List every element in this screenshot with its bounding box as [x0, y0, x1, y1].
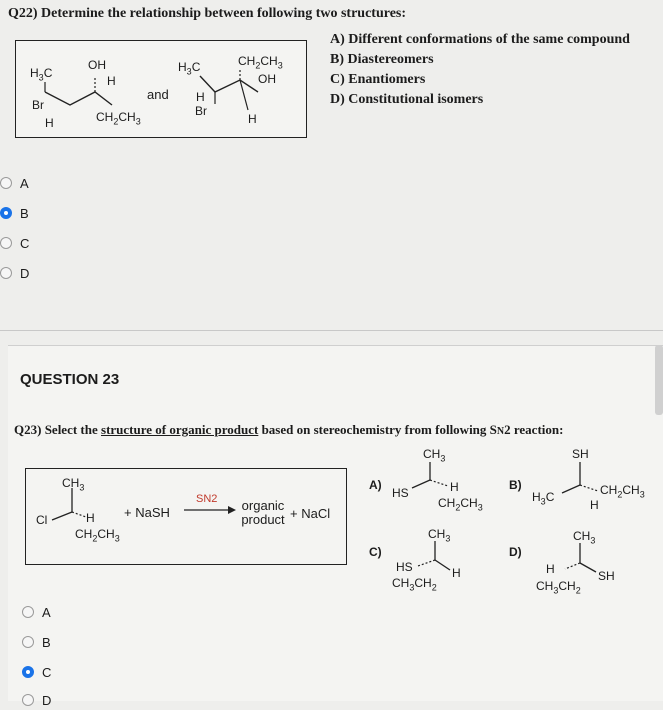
- q22-option-a-label: A: [20, 175, 29, 191]
- q23-choice-d-right: SH: [598, 569, 615, 583]
- q23-choice-b-right: $CH_2CH_3$: [600, 483, 645, 500]
- q23-choice-a-top: $CH_3$: [423, 447, 446, 464]
- q23-option-c[interactable]: [0, 662, 51, 682]
- q23-option-c-label: C: [42, 664, 52, 680]
- q22-title: Q22) Determine the relationship between following two structures:: [8, 6, 407, 21]
- q23-option-a[interactable]: [0, 602, 51, 622]
- q22-answer-a: A) Different conformations of the same compound: [330, 32, 630, 47]
- q22-m1-ch2ch3: $CH_2CH_3$: [96, 110, 141, 127]
- q23-choice-b-left: $H_3C$: [532, 490, 555, 507]
- q23-arrow-label: SN2: [196, 493, 218, 505]
- q23-choice-a-bottom: $CH_2CH_3$: [438, 496, 483, 513]
- q23-choice-b-bottom: H: [590, 498, 599, 512]
- q23-choice-d-bottom: $CH_3CH_2$: [536, 579, 581, 596]
- q23-choice-c-label: C): [369, 545, 382, 559]
- q23-choice-a-label: A): [369, 478, 382, 492]
- q23-radio-a[interactable]: [22, 606, 34, 618]
- q22-option-d-label: D: [20, 265, 30, 281]
- q22-m2-ch2ch3: $CH_2CH_3$: [238, 54, 283, 71]
- q22-m2-h-bottom: H: [248, 112, 257, 126]
- q23-option-d-label: D: [42, 692, 52, 708]
- q23-text-n: N: [496, 426, 505, 437]
- q23-text-underlined: structure of organic product: [101, 422, 259, 437]
- q23-plus-nash: + NaSH: [124, 505, 170, 520]
- q23-reactant-h: H: [86, 511, 95, 525]
- q22-m1-oh: OH: [88, 58, 106, 72]
- q23-organic-product: organic product: [241, 498, 285, 527]
- q23-choice-d-label: D): [509, 545, 522, 559]
- q22-answer-b: B) Diastereomers: [330, 52, 434, 67]
- q23-choice-b-top: SH: [572, 447, 589, 461]
- q23-reactant-ch3: $CH_3$: [62, 476, 85, 493]
- q23-choice-b-label: B): [509, 478, 522, 492]
- q23-plus-nacl: + NaCl: [290, 506, 331, 521]
- q22-m2-h3c: $H_3C$: [178, 60, 201, 77]
- q23-choice-a-left: HS: [392, 486, 409, 500]
- q23-radio-c-selected[interactable]: [22, 666, 34, 678]
- q23-reactant-cl: Cl: [36, 513, 48, 527]
- q23-radio-b[interactable]: [22, 636, 34, 648]
- q23-choice-c-right: H: [452, 566, 461, 580]
- q23-choice-c-top: $CH_3$: [428, 527, 451, 544]
- q23-choice-a-right: H: [450, 480, 459, 494]
- q22-m2-oh: OH: [258, 72, 276, 86]
- q23-choice-c-left: HS: [396, 560, 413, 574]
- q23-choice-d-left: H: [546, 562, 555, 576]
- q22-m2-br: Br: [195, 104, 207, 118]
- q22-option-c-label: C: [20, 235, 30, 251]
- q23-option-a-label: A: [42, 604, 51, 620]
- q23-heading: QUESTION 23: [20, 371, 120, 388]
- q23-reactant-ch2ch3: $CH_2CH_3$: [75, 527, 120, 544]
- q23-choice-d-top: $CH_3$: [573, 529, 596, 546]
- q22-m1-h-right: H: [107, 74, 116, 88]
- q22-m1-h3c: $H_3C$: [30, 66, 53, 83]
- q22-m2-h-left: H: [196, 90, 205, 104]
- q23-option-b[interactable]: [0, 632, 51, 652]
- q23-option-d[interactable]: [0, 690, 51, 710]
- q22-m1-br: Br: [32, 98, 44, 112]
- q22-answer-d: D) Constitutional isomers: [330, 92, 484, 107]
- q22-and-label: and: [147, 87, 169, 102]
- q23-text-end: 2 reaction:: [504, 422, 564, 437]
- q23-option-b-label: B: [42, 634, 51, 650]
- q22-m1-h-bottom: H: [45, 116, 54, 130]
- q23-choice-c-bottom: $CH_3CH_2$: [392, 576, 437, 593]
- q22-answer-c: C) Enantiomers: [330, 72, 426, 87]
- q23-radio-d[interactable]: [22, 694, 34, 706]
- q23-text-suffix: based on stereochemistry from following S: [258, 422, 497, 437]
- q22-option-b-label: B: [20, 205, 29, 221]
- q23-text-prefix: Q23) Select the: [14, 422, 102, 437]
